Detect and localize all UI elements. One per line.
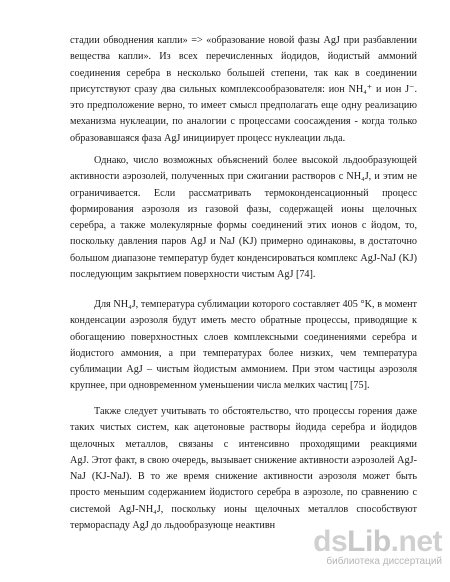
paragraph-4	[70, 404, 417, 534]
text-line: образовавшаяся фаза AgJ инициирует процесс нуклеации льда.	[70, 132, 346, 144]
text-line: конденсации аэрозоля будут иметь место обратные процессы, приводящие к	[70, 315, 417, 327]
text-line: серебра, а также молекулярные формы соединений этих ионов с йодом, то,	[70, 220, 417, 232]
dslib-logo: dsLib.net	[313, 525, 442, 558]
text-line: последующим закрытием поверхности чистым AgJ [74].	[70, 269, 316, 281]
text-line: вещества капли». Из всех перечисленных йодидов, йодистый аммоний	[70, 51, 417, 63]
text-line: Также следует учитывать то обстоятельство, что процессы горения даже	[94, 406, 417, 417]
text-line: соединения серебра в несколько большей степени, так как в соединении	[70, 67, 417, 79]
text-line: сублимации AgJ – чистым йодистым аммонием. При этом частицы аэрозоля	[70, 364, 417, 376]
text-line: крупнее, при одновременном уменьшении числа мелких частиц [75].	[70, 380, 370, 392]
text-line: большом диапазоне температур будет конденсироваться комплекс AgJ-NaJ (KJ)	[70, 252, 417, 264]
text-line: стадии обводнения капли» => «образование новой фазы AgJ при разбавлении	[70, 35, 417, 46]
text-line: щелочных металлов, связаны с интенсивно проходящими реакциями	[70, 438, 417, 450]
text-line: механизма нуклеации, по аналогии с процессами соосаждения - когда только	[70, 116, 417, 128]
text-line: Для NH₄J, температура сублимации которого составляет 405 °K, в момент	[94, 299, 417, 310]
text-line: йодистого аммония, а при температурах более низких, чем температура	[70, 347, 417, 359]
text-line: это предположение верно, то имеет смысл предполагать еще одну реализацию	[70, 100, 417, 112]
text-line: ограничивается. Если рассматривать термоконденсационный процесс	[70, 187, 417, 199]
text-line: активности аэрозолей, полученных при сжигании растворов с NH₄J, и этим не	[70, 171, 417, 183]
text-line: присутствуют сразу два сильных комплексообразователя: ион NH₄⁺ и ион J⁻.	[70, 83, 417, 95]
dslib-watermark	[292, 526, 442, 576]
text-line: терморaспаду AgJ до льдообразующе неактивн	[70, 520, 276, 532]
paragraph-3	[70, 297, 417, 395]
watermark-caption: библиотека диссертаций	[326, 556, 442, 567]
text-line: поскольку давления паров AgJ и NaJ (KJ) примерно одинаковы, в достаточно	[70, 236, 417, 248]
text-line: просто меньшим содержанием йодистого серебра в аэрозоле, по сравнению с	[70, 487, 417, 499]
text-line: AgJ. Этот факт, в свою очередь, вызывает снижение активности аэрозолей AgJ-	[70, 454, 417, 466]
text-line: формирования аэрозоля из газовой фазы, содержащей ионы щелочных	[70, 203, 417, 215]
paragraph-1	[70, 33, 417, 147]
text-line: Однако, число возможных объяснений более высокой льдообразующей	[94, 155, 417, 166]
text-line: NaJ (KJ-NaJ). В то же время снижение активности аэрозоля может быть	[70, 471, 417, 483]
paragraph-2	[70, 153, 417, 283]
text-line: таких чистых систем, как ацетоновые растворы йодида серебра и йодидов	[70, 422, 417, 434]
text-line: обогащению поверхностных слоев комплексными соединениями серебра и	[70, 331, 417, 343]
text-line: системой AgJ-NH₄J, поскольку ионы щелочных металлов способствуют	[70, 503, 417, 515]
